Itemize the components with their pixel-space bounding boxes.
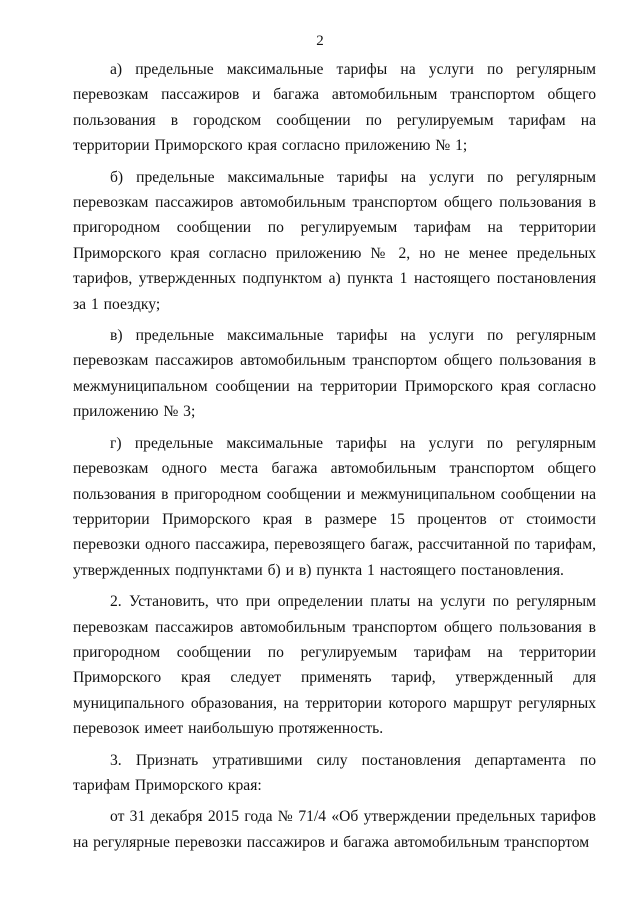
- paragraph-repealed-decree: от 31 декабря 2015 года № 71/4 «Об утверждении предельных тарифов на регулярные перевозки пассажиров и багажа автомобильным транспортом: [73, 808, 596, 851]
- paragraph-subpoint-g: г) предельные максимальные тарифы на услуги по регулярным перевозкам одного места багажа автомобильным транспортом общего пользования в пригородном сообщении и межмуниципальном сообщении на территории Приморского края в размере 15 процентов от стоимости перевозки одного пассажира, перевозящего багаж, рассчитанной по тарифам, утвержденных подпунктами б) и в) пункта 1 настоящего постановления.: [73, 434, 596, 579]
- page-number: 2: [316, 33, 324, 49]
- paragraph-subpoint-b: б) предельные максимальные тарифы на услуги по регулярным перевозкам пассажиров автомобильным транспортом общего пользования в пригородном сообщении по регулируемым тарифам на территории Приморского края согласно приложению № 2, но не менее предельных тарифов, утвержденных подпунктом а) пункта 1 настоящего постановления за 1 поездку;: [73, 168, 596, 313]
- paragraph-subpoint-a: а) предельные максимальные тарифы на услуги по регулярным перевозкам пассажиров и багажа автомобильным транспортом общего пользования в городском сообщении по регулируемым тарифам на территории Приморского края согласно приложению № 1;: [73, 61, 596, 155]
- paragraph-subpoint-v: в) предельные максимальные тарифы на услуги по регулярным перевозкам пассажиров автомобильным транспортом общего пользования в межмуниципальном сообщении на территории Приморского края согласно приложению № 3;: [73, 327, 596, 421]
- paragraph-point-3: 3. Признать утратившими силу постановления департамента по тарифам Приморского края:: [73, 751, 596, 794]
- document-body: [73, 57, 596, 861]
- paragraph-point-2: 2. Установить, что при определении платы на услуги по регулярным перевозкам пассажиров автомобильным транспортом общего пользования в пригородном сообщении по регулируемым тарифам на территории Приморского края следует применять тариф, утвержденный для муниципального образования, на территории которого маршрут регулярных перевозок имеет наибольшую протяженность.: [73, 593, 596, 738]
